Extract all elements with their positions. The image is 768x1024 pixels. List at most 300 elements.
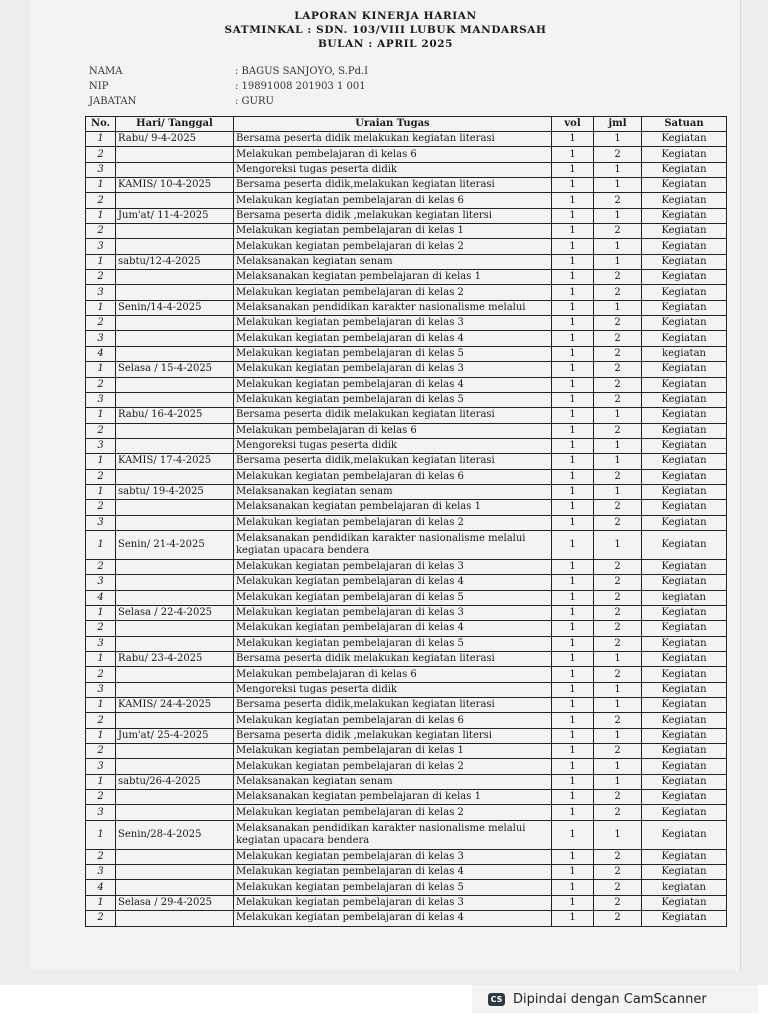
row-task: Melakukan kegiatan pembelajaran di kelas 4 xyxy=(234,621,552,636)
row-task: Mengoreksi tugas peserta didik xyxy=(234,682,552,697)
row-task: Melakukan kegiatan pembelajaran di kelas 3 xyxy=(234,362,552,377)
row-task: Melakukan kegiatan pembelajaran di kelas 5 xyxy=(234,636,552,651)
info-value: : GURU xyxy=(235,96,274,107)
row-vol: 1 xyxy=(552,895,594,910)
row-vol: 1 xyxy=(552,300,594,315)
table-row xyxy=(86,728,727,743)
row-number: 3 xyxy=(86,239,116,254)
row-number: 3 xyxy=(86,759,116,774)
table-row xyxy=(86,698,727,713)
table-row xyxy=(86,331,727,346)
row-task: Melakukan kegiatan pembelajaran di kelas 3 xyxy=(234,605,552,620)
row-task: Melakukan kegiatan pembelajaran di kelas 2 xyxy=(234,805,552,820)
table-row xyxy=(86,805,727,820)
row-task: Bersama peserta didik ,melakukan kegiatan litersi xyxy=(234,728,552,743)
row-number: 1 xyxy=(86,132,116,147)
row-unit: Kegiatan xyxy=(642,530,727,559)
row-vol: 1 xyxy=(552,423,594,438)
row-date xyxy=(116,682,234,697)
table-row xyxy=(86,224,727,239)
row-jml: 1 xyxy=(594,254,642,269)
row-jml: 2 xyxy=(594,880,642,895)
table-row xyxy=(86,454,727,469)
row-number: 3 xyxy=(86,865,116,880)
row-number: 3 xyxy=(86,515,116,530)
row-unit: Kegiatan xyxy=(642,469,727,484)
table-row xyxy=(86,759,727,774)
table-row xyxy=(86,849,727,864)
row-jml: 2 xyxy=(594,285,642,300)
row-date xyxy=(116,849,234,864)
row-unit: Kegiatan xyxy=(642,147,727,162)
row-number: 2 xyxy=(86,559,116,574)
row-number: 1 xyxy=(86,454,116,469)
row-number: 1 xyxy=(86,408,116,423)
scanner-watermark xyxy=(472,985,758,1013)
row-jml: 2 xyxy=(594,500,642,515)
row-unit: Kegiatan xyxy=(642,667,727,682)
row-date xyxy=(116,621,234,636)
row-number: 4 xyxy=(86,346,116,361)
row-number: 1 xyxy=(86,774,116,789)
table-row xyxy=(86,132,727,147)
row-jml: 1 xyxy=(594,484,642,499)
row-task: Melakukan kegiatan pembelajaran di kelas 4 xyxy=(234,865,552,880)
row-unit: Kegiatan xyxy=(642,423,727,438)
row-task: Bersama peserta didik melakukan kegiatan literasi xyxy=(234,652,552,667)
row-task: Melakukan kegiatan pembelajaran di kelas 5 xyxy=(234,590,552,605)
row-vol: 1 xyxy=(552,377,594,392)
table-header-row xyxy=(86,117,727,132)
row-task: Melakukan kegiatan pembelajaran di kelas 5 xyxy=(234,880,552,895)
row-date xyxy=(116,331,234,346)
row-date: KAMIS/ 10-4-2025 xyxy=(116,178,234,193)
row-jml: 2 xyxy=(594,346,642,361)
row-date xyxy=(116,575,234,590)
row-number: 1 xyxy=(86,605,116,620)
row-number: 2 xyxy=(86,849,116,864)
row-vol: 1 xyxy=(552,239,594,254)
row-task: Melakukan kegiatan pembelajaran di kelas 6 xyxy=(234,469,552,484)
row-vol: 1 xyxy=(552,530,594,559)
row-jml: 2 xyxy=(594,667,642,682)
row-number: 2 xyxy=(86,193,116,208)
col-header-task: Uraian Tugas xyxy=(234,117,552,132)
row-task: Melakukan kegiatan pembelajaran di kelas 2 xyxy=(234,239,552,254)
row-unit: Kegiatan xyxy=(642,605,727,620)
row-vol: 1 xyxy=(552,774,594,789)
row-vol: 1 xyxy=(552,759,594,774)
row-task: Melakukan kegiatan pembelajaran di kelas 6 xyxy=(234,193,552,208)
row-task: Melakukan kegiatan pembelajaran di kelas 3 xyxy=(234,316,552,331)
row-date xyxy=(116,346,234,361)
row-vol: 1 xyxy=(552,713,594,728)
row-vol: 1 xyxy=(552,408,594,423)
row-number: 2 xyxy=(86,744,116,759)
row-unit: Kegiatan xyxy=(642,865,727,880)
row-task: Melakukan pembelajaran di kelas 6 xyxy=(234,423,552,438)
row-number: 3 xyxy=(86,438,116,453)
camscanner-logo-icon: CS xyxy=(488,993,505,1006)
row-vol: 1 xyxy=(552,820,594,849)
row-vol: 1 xyxy=(552,254,594,269)
row-jml: 2 xyxy=(594,590,642,605)
row-date xyxy=(116,865,234,880)
row-jml: 1 xyxy=(594,132,642,147)
row-unit: Kegiatan xyxy=(642,178,727,193)
row-jml: 2 xyxy=(594,575,642,590)
row-vol: 1 xyxy=(552,805,594,820)
table-row xyxy=(86,575,727,590)
table-row xyxy=(86,346,727,361)
row-number: 2 xyxy=(86,469,116,484)
row-task: Melaksanakan kegiatan senam xyxy=(234,484,552,499)
row-task: Melaksanakan pendidikan karakter nasionalisme melalui kegiatan upacara bendera xyxy=(234,530,552,559)
row-vol: 1 xyxy=(552,728,594,743)
info-label: NIP xyxy=(89,81,109,92)
row-task: Melakukan kegiatan pembelajaran di kelas 5 xyxy=(234,392,552,407)
col-header-vol: vol xyxy=(552,117,594,132)
row-number: 2 xyxy=(86,667,116,682)
row-task: Melakukan kegiatan pembelajaran di kelas 4 xyxy=(234,377,552,392)
row-task: Melaksanakan pendidikan karakter nasionalisme melalui xyxy=(234,300,552,315)
row-vol: 1 xyxy=(552,208,594,223)
row-date xyxy=(116,744,234,759)
row-jml: 2 xyxy=(594,911,642,926)
row-date xyxy=(116,162,234,177)
row-number: 2 xyxy=(86,316,116,331)
row-vol: 1 xyxy=(552,500,594,515)
table-row xyxy=(86,300,727,315)
row-date xyxy=(116,193,234,208)
row-task: Mengoreksi tugas peserta didik xyxy=(234,162,552,177)
row-jml: 1 xyxy=(594,178,642,193)
row-vol: 1 xyxy=(552,362,594,377)
row-jml: 2 xyxy=(594,224,642,239)
table-row xyxy=(86,820,727,849)
row-vol: 1 xyxy=(552,515,594,530)
row-jml: 1 xyxy=(594,162,642,177)
row-unit: Kegiatan xyxy=(642,408,727,423)
row-vol: 1 xyxy=(552,790,594,805)
table-row xyxy=(86,515,727,530)
table-row xyxy=(86,239,727,254)
row-number: 1 xyxy=(86,178,116,193)
table-row xyxy=(86,667,727,682)
row-unit: Kegiatan xyxy=(642,208,727,223)
row-vol: 1 xyxy=(552,346,594,361)
row-number: 2 xyxy=(86,423,116,438)
row-unit: Kegiatan xyxy=(642,270,727,285)
row-date: Selasa / 15-4-2025 xyxy=(116,362,234,377)
row-jml: 2 xyxy=(594,362,642,377)
row-date xyxy=(116,500,234,515)
info-label: NAMA xyxy=(89,66,123,77)
row-number: 3 xyxy=(86,636,116,651)
row-unit: Kegiatan xyxy=(642,820,727,849)
row-unit: Kegiatan xyxy=(642,331,727,346)
row-unit: Kegiatan xyxy=(642,728,727,743)
row-jml: 1 xyxy=(594,820,642,849)
table-row xyxy=(86,178,727,193)
row-date xyxy=(116,147,234,162)
row-date: sabtu/26-4-2025 xyxy=(116,774,234,789)
row-unit: Kegiatan xyxy=(642,132,727,147)
table-row xyxy=(86,621,727,636)
row-vol: 1 xyxy=(552,162,594,177)
table-row xyxy=(86,423,727,438)
row-jml: 2 xyxy=(594,423,642,438)
row-task: Melakukan kegiatan pembelajaran di kelas 5 xyxy=(234,346,552,361)
row-unit: Kegiatan xyxy=(642,652,727,667)
row-unit: Kegiatan xyxy=(642,285,727,300)
table-row xyxy=(86,713,727,728)
row-number: 2 xyxy=(86,911,116,926)
row-number: 1 xyxy=(86,484,116,499)
row-jml: 2 xyxy=(594,790,642,805)
row-vol: 1 xyxy=(552,911,594,926)
row-number: 2 xyxy=(86,500,116,515)
info-value: : 19891008 201903 1 001 xyxy=(235,81,366,92)
row-number: 3 xyxy=(86,805,116,820)
row-jml: 2 xyxy=(594,805,642,820)
row-jml: 1 xyxy=(594,208,642,223)
row-task: Melakukan kegiatan pembelajaran di kelas 4 xyxy=(234,575,552,590)
row-unit: Kegiatan xyxy=(642,682,727,697)
row-task: Bersama peserta didik,melakukan kegiatan literasi xyxy=(234,698,552,713)
row-date xyxy=(116,590,234,605)
row-date xyxy=(116,469,234,484)
row-date xyxy=(116,270,234,285)
row-date xyxy=(116,377,234,392)
row-date: KAMIS/ 17-4-2025 xyxy=(116,454,234,469)
row-task: Bersama peserta didik melakukan kegiatan literasi xyxy=(234,132,552,147)
row-task: Melakukan kegiatan pembelajaran di kelas 6 xyxy=(234,713,552,728)
row-unit: Kegiatan xyxy=(642,911,727,926)
row-number: 3 xyxy=(86,331,116,346)
row-jml: 1 xyxy=(594,728,642,743)
col-header-date: Hari/ Tanggal xyxy=(116,117,234,132)
row-unit: Kegiatan xyxy=(642,254,727,269)
row-task: Melakukan kegiatan pembelajaran di kelas 4 xyxy=(234,331,552,346)
table-row xyxy=(86,285,727,300)
row-vol: 1 xyxy=(552,454,594,469)
row-jml: 2 xyxy=(594,895,642,910)
table-row xyxy=(86,865,727,880)
row-date: Rabu/ 9-4-2025 xyxy=(116,132,234,147)
row-unit: kegiatan xyxy=(642,346,727,361)
row-date xyxy=(116,239,234,254)
row-task: Bersama peserta didik,melakukan kegiatan literasi xyxy=(234,454,552,469)
row-unit: Kegiatan xyxy=(642,759,727,774)
col-header-no: No. xyxy=(86,117,116,132)
row-jml: 1 xyxy=(594,438,642,453)
row-unit: Kegiatan xyxy=(642,500,727,515)
row-number: 4 xyxy=(86,880,116,895)
row-vol: 1 xyxy=(552,559,594,574)
row-number: 1 xyxy=(86,530,116,559)
col-header-jml: jml xyxy=(594,117,642,132)
row-unit: Kegiatan xyxy=(642,575,727,590)
row-vol: 1 xyxy=(552,744,594,759)
table-row xyxy=(86,500,727,515)
table-body xyxy=(86,132,727,927)
row-date: Senin/ 21-4-2025 xyxy=(116,530,234,559)
row-task: Melakukan kegiatan pembelajaran di kelas 3 xyxy=(234,849,552,864)
table-row xyxy=(86,377,727,392)
row-jml: 1 xyxy=(594,530,642,559)
row-task: Melakukan kegiatan pembelajaran di kelas 2 xyxy=(234,515,552,530)
row-task: Bersama peserta didik,melakukan kegiatan literasi xyxy=(234,178,552,193)
row-jml: 2 xyxy=(594,849,642,864)
row-task: Mengoreksi tugas peserta didik xyxy=(234,438,552,453)
table-row xyxy=(86,270,727,285)
row-unit: Kegiatan xyxy=(642,162,727,177)
row-jml: 2 xyxy=(594,865,642,880)
row-number: 1 xyxy=(86,652,116,667)
row-jml: 2 xyxy=(594,621,642,636)
row-date: Selasa / 29-4-2025 xyxy=(116,895,234,910)
activity-table xyxy=(85,116,727,927)
row-date xyxy=(116,880,234,895)
row-unit: Kegiatan xyxy=(642,392,727,407)
row-vol: 1 xyxy=(552,698,594,713)
row-jml: 2 xyxy=(594,605,642,620)
document-page xyxy=(31,0,741,970)
row-task: Melakukan kegiatan pembelajaran di kelas 2 xyxy=(234,759,552,774)
row-jml: 2 xyxy=(594,469,642,484)
row-date xyxy=(116,316,234,331)
table-row xyxy=(86,636,727,651)
row-unit: Kegiatan xyxy=(642,895,727,910)
row-vol: 1 xyxy=(552,575,594,590)
table-row xyxy=(86,605,727,620)
row-vol: 1 xyxy=(552,469,594,484)
watermark-text: Dipindai dengan CamScanner xyxy=(513,991,707,1007)
row-number: 1 xyxy=(86,895,116,910)
table-row xyxy=(86,911,727,926)
row-date: Rabu/ 23-4-2025 xyxy=(116,652,234,667)
row-unit: Kegiatan xyxy=(642,515,727,530)
table-row xyxy=(86,790,727,805)
row-jml: 1 xyxy=(594,454,642,469)
row-unit: Kegiatan xyxy=(642,698,727,713)
table-row xyxy=(86,652,727,667)
row-unit: Kegiatan xyxy=(642,744,727,759)
row-vol: 1 xyxy=(552,132,594,147)
row-jml: 1 xyxy=(594,652,642,667)
row-task: Melakukan pembelajaran di kelas 6 xyxy=(234,147,552,162)
row-vol: 1 xyxy=(552,316,594,331)
table-row xyxy=(86,438,727,453)
row-task: Melakukan kegiatan pembelajaran di kelas 4 xyxy=(234,911,552,926)
report-month: BULAN : APRIL 2025 xyxy=(317,38,454,50)
row-vol: 1 xyxy=(552,285,594,300)
row-date xyxy=(116,438,234,453)
row-jml: 2 xyxy=(594,713,642,728)
row-unit: Kegiatan xyxy=(642,193,727,208)
table-row xyxy=(86,682,727,697)
table-row xyxy=(86,147,727,162)
row-task: Bersama peserta didik melakukan kegiatan literasi xyxy=(234,408,552,423)
row-unit: kegiatan xyxy=(642,590,727,605)
info-value: : BAGUS SANJOYO, S.Pd.I xyxy=(235,66,369,77)
row-task: Melaksanakan kegiatan senam xyxy=(234,774,552,789)
row-jml: 2 xyxy=(594,147,642,162)
row-unit: Kegiatan xyxy=(642,377,727,392)
row-date xyxy=(116,713,234,728)
row-date xyxy=(116,392,234,407)
row-unit: Kegiatan xyxy=(642,713,727,728)
row-number: 2 xyxy=(86,790,116,805)
row-vol: 1 xyxy=(552,331,594,346)
table-row xyxy=(86,469,727,484)
row-date: KAMIS/ 24-4-2025 xyxy=(116,698,234,713)
row-task: Melakukan kegiatan pembelajaran di kelas 1 xyxy=(234,744,552,759)
row-vol: 1 xyxy=(552,605,594,620)
row-number: 3 xyxy=(86,162,116,177)
row-jml: 2 xyxy=(594,331,642,346)
row-unit: Kegiatan xyxy=(642,774,727,789)
row-date xyxy=(116,515,234,530)
row-unit: Kegiatan xyxy=(642,362,727,377)
row-vol: 1 xyxy=(552,224,594,239)
row-number: 2 xyxy=(86,147,116,162)
row-unit: Kegiatan xyxy=(642,805,727,820)
row-vol: 1 xyxy=(552,865,594,880)
row-vol: 1 xyxy=(552,621,594,636)
row-number: 1 xyxy=(86,820,116,849)
row-number: 1 xyxy=(86,698,116,713)
row-date xyxy=(116,790,234,805)
row-jml: 1 xyxy=(594,300,642,315)
row-vol: 1 xyxy=(552,682,594,697)
row-vol: 1 xyxy=(552,178,594,193)
table-row xyxy=(86,316,727,331)
row-number: 3 xyxy=(86,392,116,407)
row-unit: Kegiatan xyxy=(642,438,727,453)
row-unit: Kegiatan xyxy=(642,621,727,636)
row-jml: 2 xyxy=(594,316,642,331)
table-row xyxy=(86,880,727,895)
row-task: Melakukan kegiatan pembelajaran di kelas 3 xyxy=(234,895,552,910)
row-number: 1 xyxy=(86,254,116,269)
row-vol: 1 xyxy=(552,147,594,162)
row-jml: 2 xyxy=(594,744,642,759)
row-date: sabtu/ 19-4-2025 xyxy=(116,484,234,499)
row-date xyxy=(116,423,234,438)
row-task: Melaksanakan kegiatan pembelajaran di kelas 1 xyxy=(234,270,552,285)
row-date: sabtu/12-4-2025 xyxy=(116,254,234,269)
table-row xyxy=(86,774,727,789)
row-number: 2 xyxy=(86,377,116,392)
row-task: Melakukan kegiatan pembelajaran di kelas 3 xyxy=(234,559,552,574)
table-row xyxy=(86,193,727,208)
row-number: 3 xyxy=(86,285,116,300)
row-task: Melaksanakan pendidikan karakter nasionalisme melalui kegiatan upacara bendera xyxy=(234,820,552,849)
row-jml: 2 xyxy=(594,193,642,208)
row-vol: 1 xyxy=(552,270,594,285)
row-date: Senin/14-4-2025 xyxy=(116,300,234,315)
row-task: Melaksanakan kegiatan pembelajaran di kelas 1 xyxy=(234,500,552,515)
row-date: Selasa / 22-4-2025 xyxy=(116,605,234,620)
row-date xyxy=(116,559,234,574)
row-unit: Kegiatan xyxy=(642,559,727,574)
row-jml: 1 xyxy=(594,239,642,254)
row-vol: 1 xyxy=(552,438,594,453)
row-date: Jum'at/ 25-4-2025 xyxy=(116,728,234,743)
row-jml: 1 xyxy=(594,682,642,697)
